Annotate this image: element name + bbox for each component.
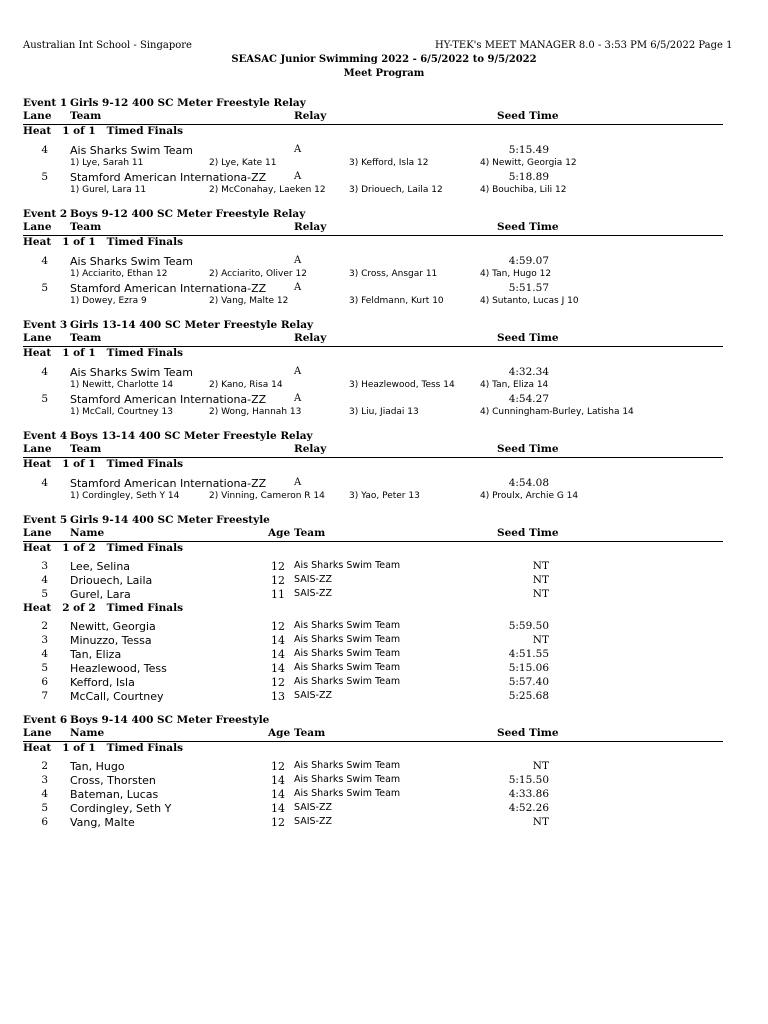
lane-number: 4	[41, 788, 48, 800]
relay-entry	[23, 255, 723, 269]
relay-letter: A	[294, 477, 302, 488]
event-section	[23, 714, 723, 830]
seed-time: 5:59.50	[508, 620, 549, 632]
swimmer-name: Vang, Malte	[70, 816, 135, 829]
swimmer-age: 14	[271, 648, 285, 661]
lane-number: 4	[41, 255, 48, 267]
lane-number: 5	[41, 588, 48, 600]
event-header	[23, 208, 723, 221]
relay-letter: A	[294, 366, 302, 377]
lane-number: 4	[41, 574, 48, 586]
relay-swimmer: 4) Cunningham-Burley, Latisha 14	[480, 407, 634, 417]
heat-label: Heat 1 of 1 Timed Finals	[23, 125, 184, 137]
event-title: Boys 9-12 400 SC Meter Freestyle Relay	[70, 208, 306, 220]
swimmer-team: SAIS-ZZ	[294, 588, 332, 599]
relay-swimmer: 2) Acciarito, Oliver 12	[209, 269, 307, 279]
relay-swimmer: 1) Newitt, Charlotte 14	[70, 380, 174, 390]
event-number: Event 1	[23, 97, 68, 109]
relay-swimmer: 3) Feldmann, Kurt 10	[349, 296, 444, 306]
relay-swimmers	[23, 185, 723, 198]
swimmer-team: Ais Sharks Swim Team	[294, 760, 401, 771]
col-team: Team	[70, 443, 102, 455]
event-header	[23, 97, 723, 110]
relay-team: Ais Sharks Swim Team	[70, 255, 193, 268]
relay-entry	[23, 477, 723, 491]
column-header	[23, 110, 723, 125]
swimmer-team: SAIS-ZZ	[294, 802, 332, 813]
lane-number: 3	[41, 774, 48, 786]
relay-swimmers	[23, 158, 723, 171]
relay-entry	[23, 171, 723, 185]
relay-swimmer: 1) Gurel, Lara 11	[70, 185, 147, 195]
swimmer-team: Ais Sharks Swim Team	[294, 662, 401, 673]
seed-time: 5:15.49	[508, 144, 549, 156]
event-title: Boys 9-14 400 SC Meter Freestyle	[70, 714, 270, 726]
relay-swimmers	[23, 380, 723, 393]
swimmer-team: Ais Sharks Swim Team	[294, 560, 401, 571]
lane-number: 4	[41, 144, 48, 156]
col-lane: Lane	[23, 221, 52, 233]
swimmer-team: SAIS-ZZ	[294, 690, 332, 701]
lane-number: 4	[41, 366, 48, 378]
heat-label: Heat 1 of 1 Timed Finals	[23, 236, 184, 248]
lane-number: 4	[41, 477, 48, 489]
relay-swimmer: 3) Cross, Ansgar 11	[349, 269, 438, 279]
col-lane: Lane	[23, 527, 52, 539]
swimmer-age: 12	[271, 574, 285, 587]
heat-header	[23, 236, 723, 252]
col-team: Team	[294, 527, 326, 539]
lane-number: 5	[41, 802, 48, 814]
relay-swimmer: 1) McCall, Courtney 13	[70, 407, 173, 417]
seed-time: 5:57.40	[508, 676, 549, 688]
swimmer-name: Cross, Thorsten	[70, 774, 156, 787]
column-header	[23, 727, 723, 742]
swimmer-age: 14	[271, 634, 285, 647]
heat-header	[23, 125, 723, 141]
swimmer-age: 12	[271, 676, 285, 689]
entry-row	[23, 634, 723, 648]
lane-number: 5	[41, 171, 48, 183]
relay-swimmer: 3) Heazlewood, Tess 14	[349, 380, 455, 390]
relay-swimmer: 4) Tan, Hugo 12	[480, 269, 552, 279]
relay-entry	[23, 282, 723, 296]
swimmer-team: SAIS-ZZ	[294, 574, 332, 585]
entry-row	[23, 802, 723, 816]
entry-row	[23, 774, 723, 788]
relay-swimmers	[23, 269, 723, 282]
col-relay: Relay	[294, 110, 327, 122]
seed-time: 4:54.08	[508, 477, 549, 489]
col-lane: Lane	[23, 332, 52, 344]
lane-number: 4	[41, 648, 48, 660]
col-age: Age	[268, 527, 291, 539]
column-header	[23, 221, 723, 236]
relay-entry	[23, 393, 723, 407]
event-header	[23, 714, 723, 727]
swimmer-name: Bateman, Lucas	[70, 788, 159, 801]
entry-row	[23, 816, 723, 830]
school-name: Australian Int School - Singapore	[23, 40, 192, 51]
event-number: Event 2	[23, 208, 68, 220]
relay-swimmers	[23, 491, 723, 504]
swimmer-name: Driouech, Laila	[70, 574, 153, 587]
swimmer-name: Gurel, Lara	[70, 588, 131, 601]
event-number: Event 5	[23, 514, 68, 526]
entry-row	[23, 588, 723, 602]
col-age: Age	[268, 727, 291, 739]
swimmer-age: 12	[271, 560, 285, 573]
relay-swimmer: 4) Proulx, Archie G 14	[480, 491, 579, 501]
relay-swimmer: 1) Dowey, Ezra 9	[70, 296, 147, 306]
seed-time: NT	[532, 560, 549, 572]
col-lane: Lane	[23, 727, 52, 739]
column-header	[23, 443, 723, 458]
swimmer-name: Kefford, Isla	[70, 676, 135, 689]
relay-swimmer: 1) Lye, Sarah 11	[70, 158, 144, 168]
seed-time: NT	[532, 588, 549, 600]
swimmer-age: 14	[271, 662, 285, 675]
lane-number: 2	[41, 620, 48, 632]
relay-swimmer: 2) Vinning, Cameron R 14	[209, 491, 325, 501]
lane-number: 3	[41, 560, 48, 572]
seed-time: 5:18.89	[508, 171, 549, 183]
event-title: Girls 9-12 400 SC Meter Freestyle Relay	[70, 97, 306, 109]
swimmer-age: 12	[271, 620, 285, 633]
column-header	[23, 332, 723, 347]
lane-number: 7	[41, 690, 48, 702]
seed-time: 5:15.06	[508, 662, 549, 674]
entry-row	[23, 690, 723, 704]
heat-header	[23, 347, 723, 363]
swimmer-team: Ais Sharks Swim Team	[294, 788, 401, 799]
relay-team: Stamford American Internationa-ZZ	[70, 171, 267, 184]
document-title: Meet Program	[343, 68, 425, 79]
col-seed-time: Seed Time	[497, 443, 559, 455]
col-relay: Relay	[294, 443, 327, 455]
relay-team: Stamford American Internationa-ZZ	[70, 393, 267, 406]
swimmer-name: Minuzzo, Tessa	[70, 634, 152, 647]
relay-swimmer: 1) Cordingley, Seth Y 14	[70, 491, 180, 501]
relay-swimmer: 4) Tan, Eliza 14	[480, 380, 549, 390]
swimmer-name: Lee, Selina	[70, 560, 131, 573]
heat-label: Heat 1 of 1 Timed Finals	[23, 742, 184, 754]
seed-time: 5:51.57	[508, 282, 549, 294]
column-header	[23, 527, 723, 542]
lane-number: 5	[41, 282, 48, 294]
seed-time: NT	[532, 816, 549, 828]
relay-letter: A	[294, 282, 302, 293]
heat-label: Heat 1 of 2 Timed Finals	[23, 542, 184, 554]
col-seed-time: Seed Time	[497, 221, 559, 233]
lane-number: 5	[41, 662, 48, 674]
relay-swimmer: 4) Bouchiba, Lili 12	[480, 185, 567, 195]
swimmer-team: Ais Sharks Swim Team	[294, 648, 401, 659]
swimmer-team: Ais Sharks Swim Team	[294, 620, 401, 631]
relay-swimmer: 2) McConahay, Laeken 12	[209, 185, 326, 195]
event-header	[23, 430, 723, 443]
entry-row	[23, 574, 723, 588]
relay-swimmer: 2) Vang, Malte 12	[209, 296, 289, 306]
relay-swimmer: 2) Lye, Kate 11	[209, 158, 277, 168]
col-team: Team	[70, 110, 102, 122]
relay-entry	[23, 144, 723, 158]
relay-swimmer: 2) Wong, Hannah 13	[209, 407, 302, 417]
col-seed-time: Seed Time	[497, 527, 559, 539]
entry-row	[23, 560, 723, 574]
relay-swimmer: 4) Newitt, Georgia 12	[480, 158, 577, 168]
swimmer-name: McCall, Courtney	[70, 690, 164, 703]
swimmer-name: Newitt, Georgia	[70, 620, 156, 633]
software-page-info: HY-TEK's MEET MANAGER 8.0 - 3:53 PM 6/5/2022 Page 1	[435, 40, 733, 51]
relay-swimmer: 4) Sutanto, Lucas J 10	[480, 296, 579, 306]
seed-time: 4:59.07	[508, 255, 549, 267]
swimmer-age: 13	[271, 690, 285, 703]
relay-letter: A	[294, 393, 302, 404]
swimmer-age: 11	[271, 588, 285, 601]
relay-letter: A	[294, 144, 302, 155]
col-relay: Relay	[294, 332, 327, 344]
relay-letter: A	[294, 171, 302, 182]
relay-swimmer: 2) Kano, Risa 14	[209, 380, 283, 390]
seed-time: 4:52.26	[508, 802, 549, 814]
seed-time: 4:51.55	[508, 648, 549, 660]
heat-header	[23, 602, 723, 618]
event-number: Event 6	[23, 714, 68, 726]
entry-row	[23, 760, 723, 774]
event-section	[23, 97, 723, 198]
col-name: Name	[70, 727, 105, 739]
swimmer-name: Tan, Hugo	[70, 760, 125, 773]
event-title: Boys 13-14 400 SC Meter Freestyle Relay	[70, 430, 313, 442]
event-header	[23, 319, 723, 332]
relay-swimmer: 3) Yao, Peter 13	[349, 491, 420, 501]
entry-row	[23, 662, 723, 676]
heat-header	[23, 542, 723, 558]
relay-swimmers	[23, 407, 723, 420]
col-name: Name	[70, 527, 105, 539]
seed-time: 4:32.34	[508, 366, 549, 378]
event-section	[23, 514, 723, 704]
heat-header	[23, 742, 723, 758]
lane-number: 6	[41, 816, 48, 828]
heat-label: Heat 2 of 2 Timed Finals	[23, 602, 184, 614]
col-seed-time: Seed Time	[497, 727, 559, 739]
swimmer-team: Ais Sharks Swim Team	[294, 634, 401, 645]
relay-letter: A	[294, 255, 302, 266]
relay-team: Stamford American Internationa-ZZ	[70, 477, 267, 490]
swimmer-age: 14	[271, 774, 285, 787]
swimmer-age: 12	[271, 816, 285, 829]
col-lane: Lane	[23, 443, 52, 455]
swimmer-age: 12	[271, 760, 285, 773]
seed-time: 5:25.68	[508, 690, 549, 702]
meet-title: SEASAC Junior Swimming 2022 - 6/5/2022 to 9/5/2022	[231, 54, 537, 65]
entry-row	[23, 788, 723, 802]
event-section	[23, 430, 723, 504]
event-number: Event 3	[23, 319, 68, 331]
seed-time: 4:33.86	[508, 788, 549, 800]
relay-team: Ais Sharks Swim Team	[70, 144, 193, 157]
col-team: Team	[294, 727, 326, 739]
swimmer-team: SAIS-ZZ	[294, 816, 332, 827]
swimmer-name: Heazlewood, Tess	[70, 662, 167, 675]
lane-number: 2	[41, 760, 48, 772]
swimmer-age: 14	[271, 802, 285, 815]
event-section	[23, 208, 723, 309]
lane-number: 5	[41, 393, 48, 405]
relay-team: Stamford American Internationa-ZZ	[70, 282, 267, 295]
entry-row	[23, 648, 723, 662]
col-seed-time: Seed Time	[497, 332, 559, 344]
swimmer-name: Tan, Eliza	[70, 648, 122, 661]
swimmer-age: 14	[271, 788, 285, 801]
event-header	[23, 514, 723, 527]
event-title: Girls 9-14 400 SC Meter Freestyle	[70, 514, 270, 526]
meet-program	[23, 97, 723, 830]
col-seed-time: Seed Time	[497, 110, 559, 122]
seed-time: 4:54.27	[508, 393, 549, 405]
seed-time: 5:15.50	[508, 774, 549, 786]
event-title: Girls 13-14 400 SC Meter Freestyle Relay	[70, 319, 314, 331]
relay-entry	[23, 366, 723, 380]
event-section	[23, 319, 723, 420]
heat-label: Heat 1 of 1 Timed Finals	[23, 458, 184, 470]
relay-team: Ais Sharks Swim Team	[70, 366, 193, 379]
relay-swimmer: 3) Kefford, Isla 12	[349, 158, 429, 168]
lane-number: 6	[41, 676, 48, 688]
relay-swimmer: 1) Acciarito, Ethan 12	[70, 269, 168, 279]
relay-swimmers	[23, 296, 723, 309]
relay-swimmer: 3) Liu, Jiadai 13	[349, 407, 419, 417]
lane-number: 3	[41, 634, 48, 646]
heat-header	[23, 458, 723, 474]
col-team: Team	[70, 221, 102, 233]
swimmer-name: Cordingley, Seth Y	[70, 802, 172, 815]
seed-time: NT	[532, 760, 549, 772]
event-number: Event 4	[23, 430, 68, 442]
col-lane: Lane	[23, 110, 52, 122]
swimmer-team: Ais Sharks Swim Team	[294, 774, 401, 785]
col-relay: Relay	[294, 221, 327, 233]
heat-label: Heat 1 of 1 Timed Finals	[23, 347, 184, 359]
entry-row	[23, 676, 723, 690]
swimmer-team: Ais Sharks Swim Team	[294, 676, 401, 687]
seed-time: NT	[532, 634, 549, 646]
col-team: Team	[70, 332, 102, 344]
relay-swimmer: 3) Driouech, Laila 12	[349, 185, 443, 195]
entry-row	[23, 620, 723, 634]
seed-time: NT	[532, 574, 549, 586]
